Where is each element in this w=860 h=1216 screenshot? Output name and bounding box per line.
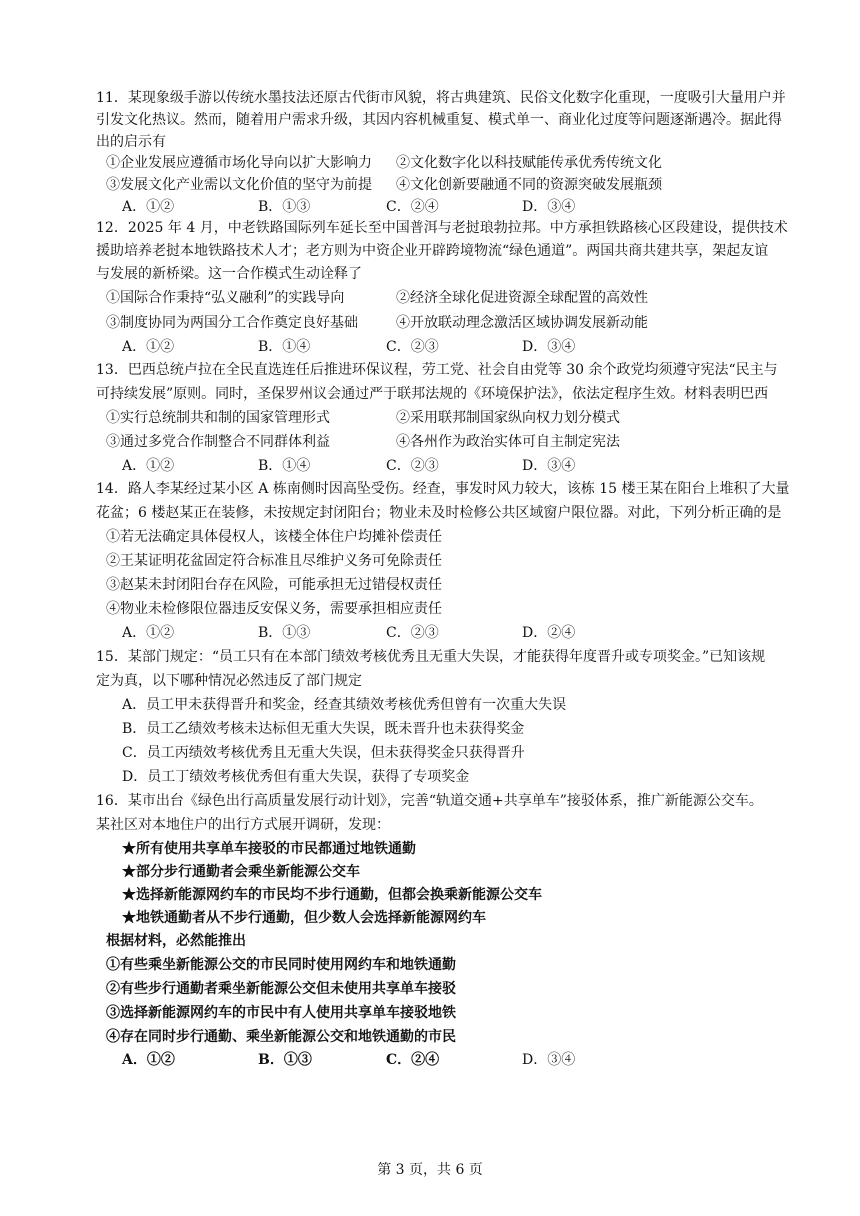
statement-item: ②有些步行通勤者乘坐新能源公交但未使用共享单车接驳 — [106, 981, 456, 997]
survey-finding: ★地铁通勤者从不步行通勤，但少数人会选择新能源网约车 — [122, 910, 486, 926]
statement-item: ②王某证明花盆固定符合标准且尽维护义务可免除责任 — [106, 553, 442, 569]
answer-choice-b: B．①③ — [258, 199, 311, 215]
answer-option-a: A．员工甲未获得晋升和奖金，经查其绩效考核优秀但曾有一次重大失误 — [122, 697, 567, 713]
page-number: 第 3 页，共 6 页 — [377, 1162, 483, 1178]
answer-choice-c: C．②③ — [386, 458, 439, 474]
answer-choice-c: C．②③ — [386, 625, 439, 641]
question-stem-line: 花盆；6 楼赵某正在装修，未按规定封闭阳台；物业未及时检修公共区域窗户限位器。对此，下列分析正确的是 — [96, 505, 782, 521]
question-stem-line: 某社区对本地住户的出行方式展开调研，发现： — [96, 817, 390, 833]
statement-item: ④物业未检修限位器违反安保义务，需要承担相应责任 — [106, 601, 442, 617]
statement-item: ③选择新能源网约车的市民中有人使用共享单车接驳地铁 — [106, 1005, 456, 1021]
survey-finding: ★所有使用共享单车接驳的市民都通过地铁通勤 — [122, 841, 416, 857]
statement-item: ③制度协同为两国分工合作奠定良好基础 — [106, 315, 358, 331]
answer-choice-a: A．①② — [122, 339, 175, 355]
statement-item: ②经济全球化促进资源全球配置的高效性 — [396, 290, 648, 306]
statement-item: ④文化创新要融通不同的资源突破发展瓶颈 — [396, 177, 662, 193]
answer-choice-c: C．②④ — [386, 199, 439, 215]
answer-choice-c: C．②④ — [386, 1052, 440, 1068]
answer-choice-b: B．①④ — [258, 458, 311, 474]
statement-item: ①实行总统制共和制的国家管理形式 — [106, 410, 330, 426]
statement-item: ②采用联邦制国家纵向权力划分模式 — [396, 410, 620, 426]
statement-item: ④开放联动理念激活区域协调发展新动能 — [396, 315, 648, 331]
statement-item: ②文化数字化以科技赋能传承优秀传统文化 — [396, 155, 662, 171]
statement-item: ④存在同时步行通勤、乘坐新能源公交和地铁通勤的市民 — [106, 1029, 456, 1045]
answer-choice-a: A．①② — [122, 458, 175, 474]
statement-item: ①企业发展应遵循市场化导向以扩大影响力 — [106, 155, 372, 171]
answer-choice-a: A．①② — [122, 1052, 175, 1068]
answer-option-d: D．员工丁绩效考核优秀但有重大失误，获得了专项奖金 — [122, 769, 470, 785]
answer-option-c: C．员工丙绩效考核优秀且无重大失误，但未获得奖金只获得晋升 — [122, 745, 525, 761]
answer-choice-d: D．③④ — [522, 339, 576, 355]
statement-item: ①若无法确定具体侵权人，该楼全体住户均摊补偿责任 — [106, 529, 442, 545]
answer-choice-d: D．③④ — [522, 458, 576, 474]
statement-item: ①国际合作秉持“弘义融利”的实践导向 — [106, 290, 345, 306]
question-stem-line: 定为真，以下哪种情况必然违反了部门规定 — [96, 673, 362, 689]
survey-finding: ★部分步行通勤者会乘坐新能源公交车 — [122, 864, 360, 880]
answer-choice-b: B．①③ — [258, 625, 311, 641]
question-stem-line: 16．某市出台《绿色出行高质量发展行动计划》，完善“轨道交通+共享单车”接驳体系，推广新能源公交车。 — [96, 793, 763, 809]
question-stem-line: 可持续发展”原则。同时，圣保罗州议会通过严于联邦法规的《环境保护法》，依法定程序生效。材料表明巴西 — [96, 386, 769, 402]
answer-choice-d: D．②④ — [522, 625, 576, 641]
statement-item: ④各州作为政治实体可自主制定宪法 — [396, 434, 620, 450]
question-stem-line: 15．某部门规定：“员工只有在本部门绩效考核优秀且无重大失误，才能获得年度晋升或专项奖金。”已知该规 — [96, 649, 766, 665]
question-stem-line: 12．2025 年 4 月，中老铁路国际列车延长至中国普洱与老挝琅勃拉邦。中方承担铁路核心区段建设，提供技术 — [96, 220, 788, 236]
statement-item: ③发展文化产业需以文化价值的坚守为前提 — [106, 177, 372, 193]
answer-choice-a: A．①② — [122, 625, 175, 641]
answer-option-b: B．员工乙绩效考核未达标但无重大失误，既未晋升也未获得奖金 — [122, 721, 525, 737]
answer-choice-d: D．③④ — [522, 1052, 576, 1068]
question-stem-line: 11．某现象级手游以传统水墨技法还原古代街市风貌，将古典建筑、民俗文化数字化重现，一度吸引大量用户并 — [96, 90, 786, 106]
answer-choice-b: B．①④ — [258, 339, 311, 355]
question-stem-line: 与发展的新桥梁。这一合作模式生动诠释了 — [96, 266, 362, 282]
answer-choice-a: A．①② — [122, 199, 175, 215]
question-stem-line: 14．路人李某经过某小区 A 栋南侧时因高坠受伤。经查，事发时风力较大，该栋 15 楼王某在阳台上堆积了大量 — [96, 481, 790, 497]
answer-choice-c: C．②③ — [386, 339, 439, 355]
statement-item: ③赵某未封闭阳台存在风险，可能承担无过错侵权责任 — [106, 577, 442, 593]
question-stem-line: 13．巴西总统卢拉在全民直选连任后推进环保议程，劳工党、社会自由党等 30 余个政党均须遵守宪法“民主与 — [96, 362, 778, 378]
question-prompt: 根据材料，必然能推出 — [106, 933, 246, 949]
statement-item: ③通过多党合作制整合不同群体利益 — [106, 434, 330, 450]
answer-choice-d: D．③④ — [522, 199, 576, 215]
statement-item: ①有些乘坐新能源公交的市民同时使用网约车和地铁通勤 — [106, 957, 456, 973]
answer-choice-b: B．①③ — [258, 1052, 312, 1068]
question-stem-line: 引发文化热议。然而，随着用户需求升级，其因内容机械重复、模式单一、商业化过度等问题逐渐遇冷。据此得 — [96, 112, 782, 128]
question-stem-line: 出的启示有 — [96, 134, 166, 150]
survey-finding: ★选择新能源网约车的市民均不步行通勤，但都会换乘新能源公交车 — [122, 887, 542, 903]
question-stem-line: 援助培养老挝本地铁路技术人才；老方则为中资企业开辟跨境物流“绿色通道”。两国共商共建共享，架起友谊 — [96, 243, 769, 259]
